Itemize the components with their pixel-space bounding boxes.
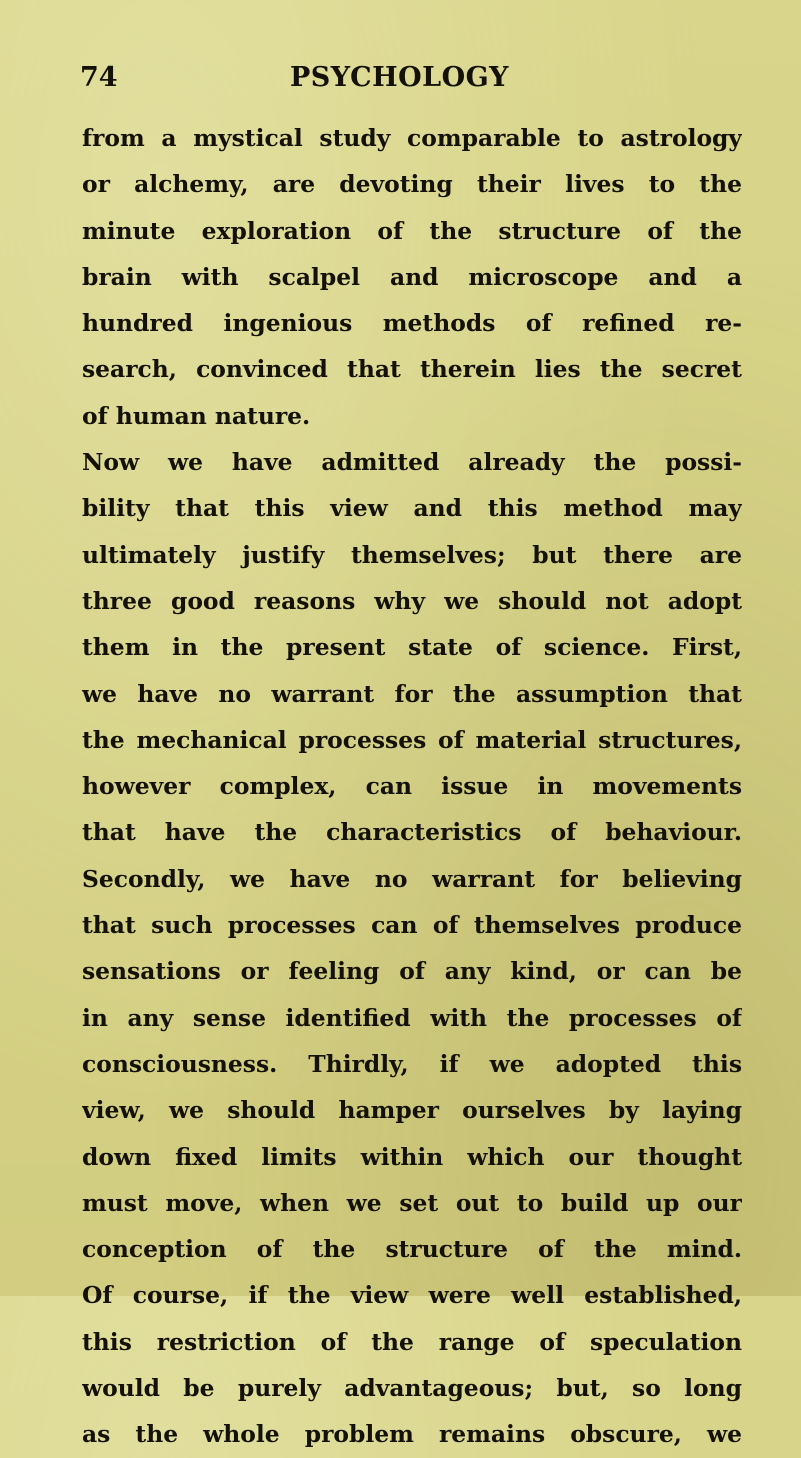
text-line: that have the characteristics of behaviour. [82, 818, 742, 847]
text-line: three good reasons why we should not adopt [82, 586, 742, 615]
text-line: Now we have admitted already the possi- [82, 448, 742, 477]
text-line: view, we should hamper ourselves by laying [82, 1096, 742, 1125]
body-text [82, 115, 742, 1458]
text-line: minute exploration of the structure of the [82, 216, 742, 245]
text-line: from a mystical study comparable to astrology [82, 124, 742, 152]
text-line: must move, when we set out to build up our [82, 1188, 742, 1217]
running-title: PSYCHOLOGY [290, 62, 509, 93]
text-line: consciousness. Thirdly, if we adopted this [82, 1049, 742, 1078]
text-line: conception of the structure of the mind. [82, 1235, 742, 1264]
text-line: in any sense identified with the processes of [82, 1003, 742, 1032]
text-line: Secondly, we have no warrant for believing [82, 864, 742, 893]
text-line: we have no warrant for the assumption that [82, 679, 742, 708]
text-line: however complex, can issue in movements [82, 772, 742, 801]
text-line: ultimately justify themselves; but there are [82, 540, 742, 569]
text-line: Of course, if the view were well established, [82, 1281, 742, 1310]
running-head [80, 58, 740, 102]
text-line: hundred ingenious methods of refined re- [82, 309, 742, 338]
text-line: search, convinced that therein lies the secret [82, 355, 742, 384]
text-line: as the whole problem remains obscure, we [82, 1420, 742, 1449]
text-line: brain with scalpel and microscope and a [82, 262, 742, 291]
text-line: down fixed limits within which our thought [82, 1142, 742, 1171]
text-line: that such processes can of themselves produce [82, 911, 742, 940]
text-line: the mechanical processes of material structures, [82, 725, 742, 754]
page-number: 74 [80, 62, 118, 93]
text-line: bility that this view and this method may [82, 494, 742, 523]
text-line: of human nature. [82, 401, 311, 430]
text-line: would be purely advantageous; but, so long [82, 1374, 742, 1403]
text-line: this restriction of the range of speculation [82, 1327, 742, 1356]
text-line: them in the present state of science. First, [82, 633, 742, 662]
text-line: or alchemy, are devoting their lives to the [82, 170, 742, 199]
text-line: sensations or feeling of any kind, or can be [82, 957, 742, 986]
